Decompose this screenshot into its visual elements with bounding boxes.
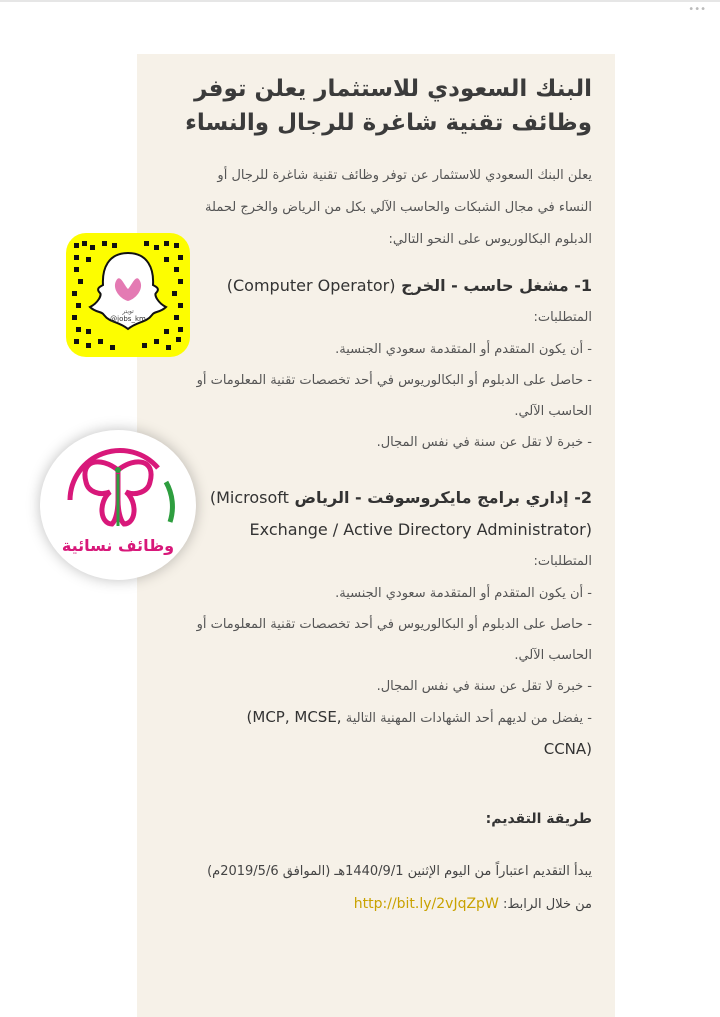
job-2-req-3: - خبرة لا تقل عن سنة في نفس المجال. [376, 679, 592, 694]
job-2-title [150, 482, 592, 546]
snapcode-handle: @jobs_km [110, 315, 146, 323]
job-1-req-1: - أن يكون المتقدم أو المتقدمة سعودي الجنسية. [335, 342, 592, 357]
job-2-req-2-line-1: - حاصل على الدبلوم أو البكالوريوس في أحد تخصصات تقنية المعلومات أو [196, 617, 592, 632]
logo-text: وظائف نسائية [61, 536, 175, 555]
job-1 [150, 270, 592, 458]
job-2 [150, 482, 592, 764]
job-2-req-1: - أن يكون المتقدم أو المتقدمة سعودي الجنسية. [335, 586, 592, 601]
title-line-2: وظائف تقنية شاغرة للرجال والنساء [185, 110, 592, 136]
job-1-title-ar: 1- مشغل حاسب - الخرج [401, 276, 592, 295]
job-1-req-3: - خبرة لا تقل عن سنة في نفس المجال. [376, 435, 592, 450]
job-1-requirements-label: المتطلبات: [533, 310, 592, 325]
title-line-1: البنك السعودي للاستثمار يعلن توفر [194, 76, 592, 102]
snapcode [66, 233, 190, 357]
job-1-title [150, 270, 592, 302]
intro-line-2: النساء في مجال الشبكات والحاسب الآلي بكل من الرياض والخرج لحملة [205, 200, 592, 215]
more-icon[interactable]: ••• [688, 4, 706, 15]
snapcode-label: تويتر [122, 308, 134, 315]
job-2-title-en-1: (Microsoft [209, 488, 289, 507]
brand-logo [40, 430, 196, 580]
intro-paragraph [150, 160, 592, 256]
apply-link-line [150, 888, 592, 921]
job-2-req-2-line-2: الحاسب الآلي. [514, 648, 592, 663]
butterfly-logo-icon [40, 430, 196, 580]
intro-line-3: الدبلوم البكالوريوس على النحو التالي: [388, 232, 592, 247]
apply-link[interactable]: http://bit.ly/2vJqZpW [353, 896, 499, 912]
job-1-req-2-line-2: الحاسب الآلي. [514, 404, 592, 419]
job-2-req-4-en-1: (MCP, MCSE, [246, 708, 342, 726]
document-content [150, 72, 592, 921]
snapcode-dots-icon [66, 233, 190, 357]
apply-date-line: يبدأ التقديم اعتباراً من اليوم الإثنين 1440/9/1هـ (الموافق 2019/5/6م) [207, 864, 592, 879]
job-2-req-4 [150, 702, 592, 734]
page-title [150, 72, 592, 140]
apply-link-prefix: من خلال الرابط: [502, 897, 592, 912]
job-2-requirements-label: المتطلبات: [533, 554, 592, 569]
job-2-title-en-2: Exchange / Active Directory Administrator) [249, 520, 592, 539]
job-1-req-2-line-1: - حاصل على الدبلوم أو البكالوريوس في أحد تخصصات تقنية المعلومات أو [196, 373, 592, 388]
intro-line-1: يعلن البنك السعودي للاستثمار عن توفر وظائف تقنية شاغرة للرجال أو [217, 168, 592, 183]
job-1-title-en: (Computer Operator) [226, 276, 396, 295]
spacer [150, 458, 592, 476]
apply-heading: طريقة التقديم: [485, 811, 592, 827]
job-2-req-4-en-2: CCNA) [543, 740, 592, 758]
top-bar [0, 0, 720, 2]
job-2-title-ar: 2- إداري برامج مايكروسوفت - الرياض [294, 488, 592, 507]
job-2-req-4-ar: - يفضل من لديهم أحد الشهادات المهنية التالية [345, 711, 592, 726]
